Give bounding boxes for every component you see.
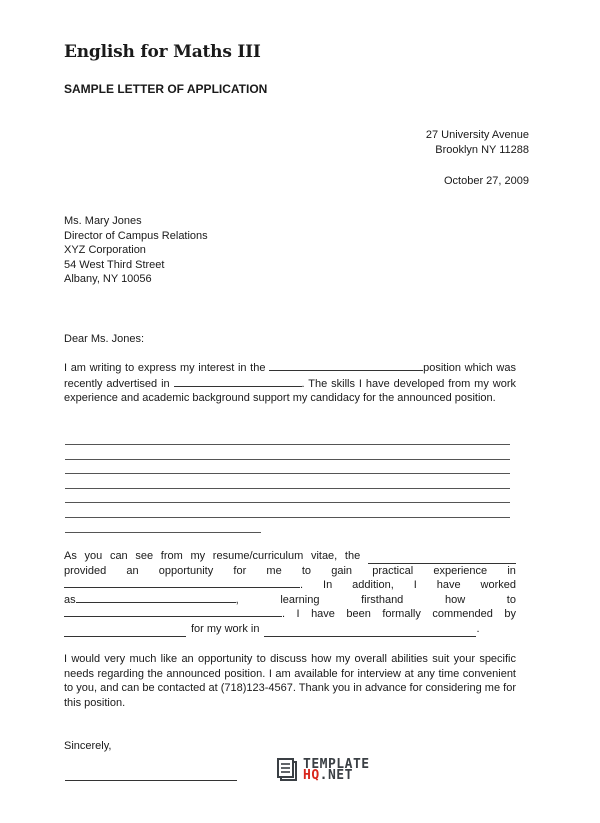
paragraph-1 — [64, 360, 516, 406]
document-subtitle: SAMPLE LETTER OF APPLICATION — [64, 82, 268, 96]
document-icon — [276, 757, 300, 783]
word: provided — [64, 564, 107, 577]
recipient-city: Albany, NY 10056 — [64, 273, 152, 286]
word: learning — [280, 593, 320, 606]
paragraph-1-text-c: . The skills I have developed from my work experience and academic background support my candidacy for the announced position. — [64, 377, 516, 405]
paragraph-2-row-4 — [64, 593, 516, 608]
sender-address-line2: Brooklyn NY 11288 — [435, 143, 529, 156]
word: I — [296, 608, 300, 621]
word: have — [311, 608, 335, 621]
word: can — [109, 550, 128, 562]
word: commended — [432, 608, 493, 621]
word: firsthand — [361, 593, 404, 606]
word: I — [413, 579, 417, 592]
experience-blank[interactable] — [64, 577, 300, 588]
paragraph-2-row-3 — [64, 578, 516, 593]
word: . — [300, 579, 304, 592]
templatehq-watermark — [276, 757, 370, 783]
word: me — [266, 564, 282, 577]
word: from — [160, 550, 183, 562]
worked-as-group — [64, 592, 239, 608]
word: In — [323, 579, 333, 592]
experience-field-group — [64, 577, 303, 593]
salutation: Dear Ms. Jones: — [64, 333, 145, 345]
word: formally — [382, 608, 421, 621]
word: practical — [372, 564, 414, 577]
word: vitae, — [310, 550, 338, 562]
writing-line[interactable] — [65, 444, 510, 445]
work-in-blank[interactable] — [264, 626, 476, 637]
writing-line[interactable] — [65, 473, 510, 474]
signature-line[interactable] — [65, 780, 237, 781]
paragraph-2 — [64, 549, 516, 637]
writing-line-short[interactable] — [65, 532, 261, 533]
paragraph-2-row-6 — [64, 622, 516, 637]
word: opportunity — [158, 564, 214, 577]
word: to — [506, 593, 516, 606]
word: you — [84, 550, 103, 562]
recipient-address — [64, 214, 208, 287]
closing: Sincerely, — [64, 740, 112, 752]
document-title: English for Maths III — [64, 42, 261, 62]
letter-date: October 27, 2009 — [443, 175, 529, 187]
advertised-in-blank[interactable] — [174, 376, 302, 387]
writing-line[interactable] — [65, 517, 510, 518]
word: have — [436, 579, 461, 592]
word: see — [135, 550, 154, 562]
writing-line[interactable] — [65, 488, 510, 489]
paragraph-1-text-b: position which was recently advertised in — [64, 362, 516, 390]
recipient-company: XYZ Corporation — [64, 244, 146, 257]
word: by — [504, 608, 516, 621]
worked-as-blank[interactable] — [76, 592, 236, 603]
commended-by-blank[interactable] — [64, 626, 186, 637]
word: in — [507, 564, 516, 577]
writing-line[interactable] — [65, 459, 510, 460]
recipient-name: Ms. Mary Jones — [64, 215, 142, 227]
word: addition, — [352, 579, 394, 592]
writing-line[interactable] — [65, 502, 510, 503]
word: worked — [480, 579, 516, 592]
recipient-street: 54 West Third Street — [64, 258, 165, 271]
word: to — [301, 564, 312, 577]
watermark-text — [303, 759, 370, 781]
employer-blank[interactable] — [368, 553, 516, 564]
learned-group — [64, 606, 285, 622]
word: , — [235, 593, 239, 606]
paragraph-3: I would very much like an opportunity to discuss how my overall abilities suit your specific needs regarding the announced position. I am available for interview at any time convenient to you, and can be contacted at (718)123-4567. Thank you in advance for considering me for this position. — [64, 653, 516, 709]
paragraph-2-row-5 — [64, 607, 516, 622]
word: . — [282, 608, 286, 621]
word: an — [126, 564, 139, 577]
paragraph-2-row-1 — [64, 549, 516, 564]
word: the — [344, 550, 361, 562]
word: gain — [331, 564, 353, 577]
watermark-hq: HQ — [303, 768, 320, 783]
position-blank[interactable] — [269, 360, 423, 371]
paragraph-2-row-2 — [64, 564, 516, 579]
word: experience — [433, 564, 488, 577]
word: been — [346, 608, 371, 621]
word: for — [233, 564, 247, 577]
word: As — [64, 550, 77, 562]
watermark-line-1: TEMPLATE — [303, 757, 370, 772]
word: my — [190, 550, 206, 562]
recipient-title: Director of Campus Relations — [64, 229, 208, 242]
word: . — [476, 622, 480, 635]
learned-blank[interactable] — [64, 606, 282, 617]
word: as — [64, 593, 76, 606]
word: resume/curriculum — [212, 550, 304, 562]
paragraph-1-text-a: I am writing to express my interest in the — [64, 362, 266, 374]
word: for my work in — [191, 622, 260, 635]
sender-address-line1: 27 University Avenue — [425, 129, 529, 141]
watermark-net: .NET — [319, 768, 353, 783]
word: how — [444, 593, 466, 606]
sender-address — [426, 128, 529, 157]
